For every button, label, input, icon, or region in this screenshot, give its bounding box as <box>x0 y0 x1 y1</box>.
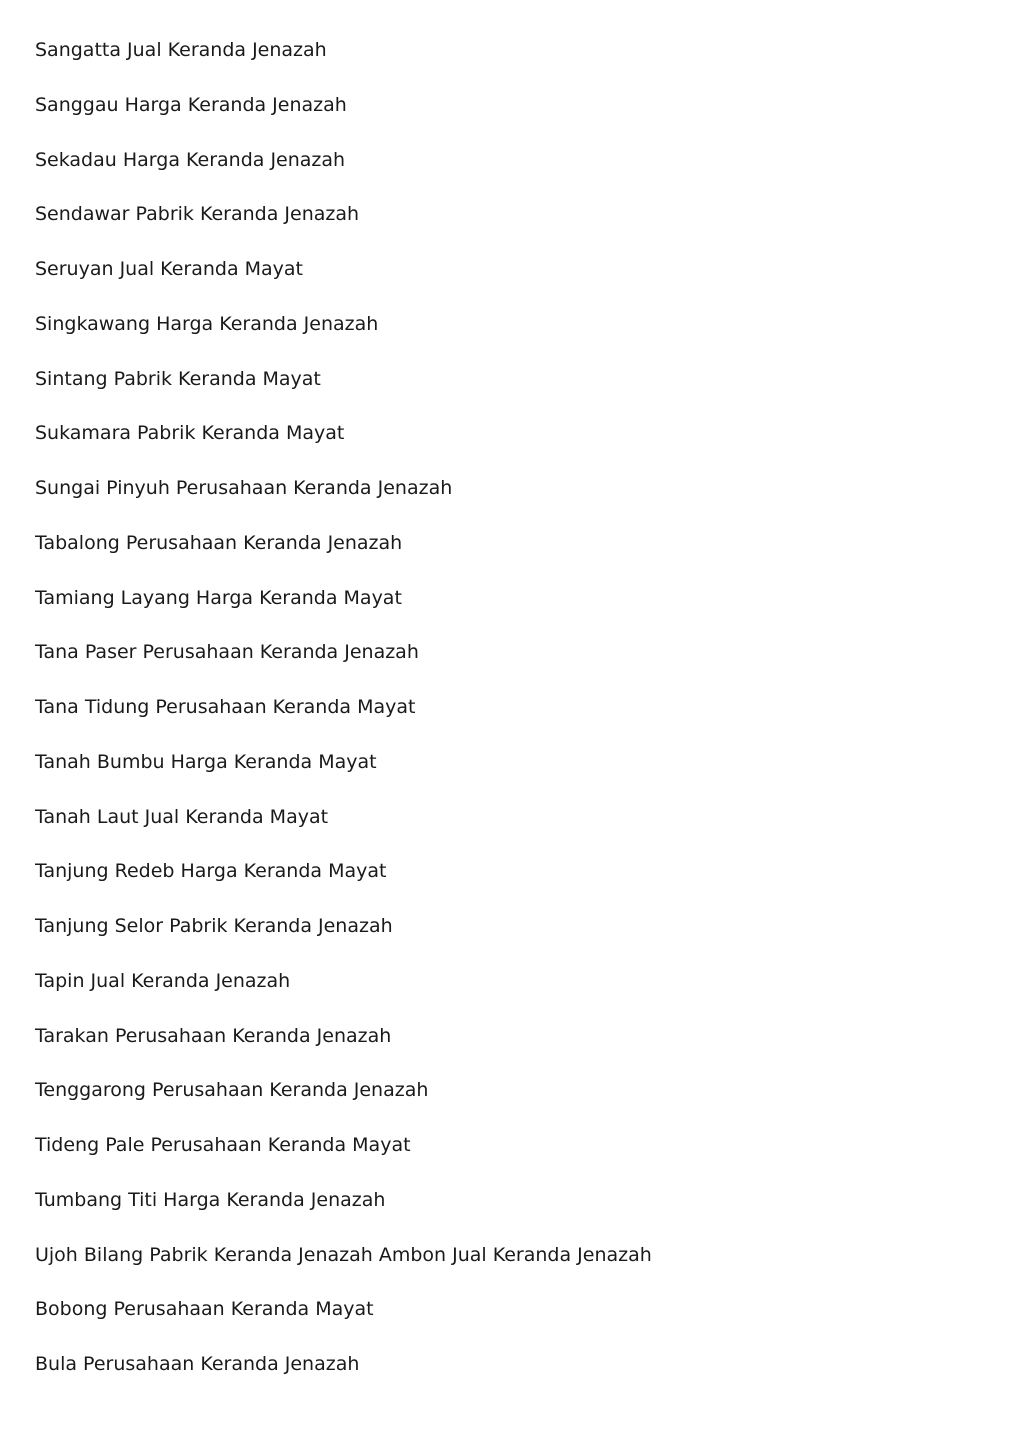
text-line: Ujoh Bilang Pabrik Keranda Jenazah Ambon Jual Keranda Jenazah <box>35 1243 652 1266</box>
text-line: Tanah Bumbu Harga Keranda Mayat <box>35 750 377 773</box>
text-line: Seruyan Jual Keranda Mayat <box>35 258 303 280</box>
text-line: Tabalong Perusahaan Keranda Jenazah <box>35 531 403 554</box>
text-line: Tenggarong Perusahaan Keranda Jenazah <box>35 1079 429 1102</box>
text-line: Tideng Pale Perusahaan Keranda Mayat <box>35 1134 411 1156</box>
text-line: Sangatta Jual Keranda Jenazah <box>35 39 327 61</box>
text-line: Tamiang Layang Harga Keranda Mayat <box>35 586 402 609</box>
text-line-list <box>35 37 1004 1406</box>
text-line: Bula Perusahaan Keranda Jenazah <box>35 1353 360 1375</box>
text-line: Bobong Perusahaan Keranda Mayat <box>35 1298 374 1321</box>
document-body <box>35 37 1004 1406</box>
text-line: Sungai Pinyuh Perusahaan Keranda Jenazah <box>35 477 453 499</box>
text-line: Sendawar Pabrik Keranda Jenazah <box>35 203 360 226</box>
text-line: Sukamara Pabrik Keranda Mayat <box>35 422 345 445</box>
text-line: Tanah Laut Jual Keranda Mayat <box>35 805 329 828</box>
text-line: Tana Tidung Perusahaan Keranda Mayat <box>35 696 416 718</box>
text-line: Tumbang Titi Harga Keranda Jenazah <box>35 1188 386 1211</box>
text-line: Sanggau Harga Keranda Jenazah <box>35 93 347 116</box>
text-line: Tana Paser Perusahaan Keranda Jenazah <box>35 641 419 664</box>
text-line: Tanjung Selor Pabrik Keranda Jenazah <box>35 915 393 937</box>
text-line: Tapin Jual Keranda Jenazah <box>35 969 291 992</box>
text-line: Tarakan Perusahaan Keranda Jenazah <box>35 1024 392 1047</box>
text-line: Singkawang Harga Keranda Jenazah <box>35 312 379 335</box>
text-line: Sekadau Harga Keranda Jenazah <box>35 148 346 171</box>
text-line: Sintang Pabrik Keranda Mayat <box>35 367 321 390</box>
text-line: Tanjung Redeb Harga Keranda Mayat <box>35 860 387 883</box>
